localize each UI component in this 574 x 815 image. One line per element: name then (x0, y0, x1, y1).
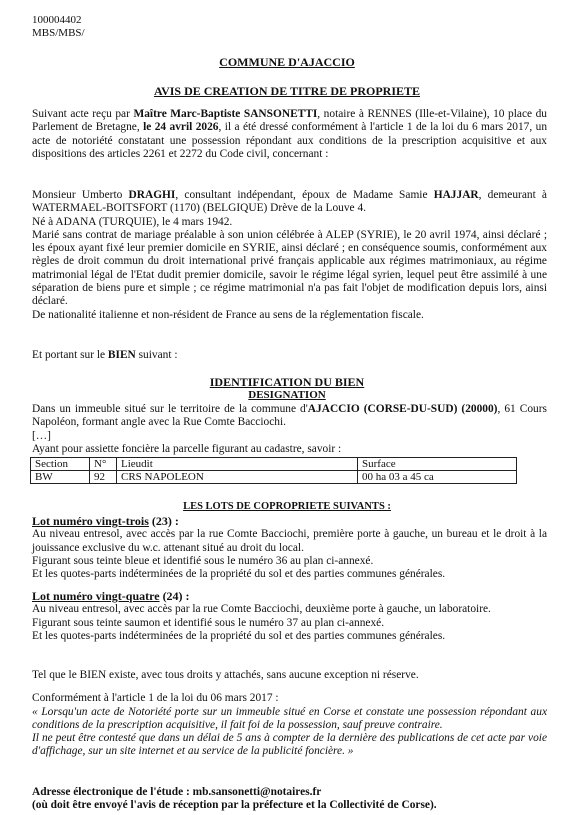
lot-24-description: Au niveau entresol, avec accès par la rue Comte Bacciochi, deuxième porte à gauche, un laboratoire. (32, 603, 491, 616)
intro-text-a: Suivant acte reçu par (32, 108, 134, 120)
legal-quote-2: Il ne peut être contesté que dans un délai de 5 ans à compter de la dernière des publications de cet acte par voie d'affichage, sur un site internet et au service de la publicité foncière. » (32, 732, 547, 758)
designation-commune: AJACCIO (CORSE-DU-SUD) (20000) (307, 403, 498, 415)
email-block (32, 786, 547, 813)
designation-text-a: Dans un immeuble situé sur le territoire de la commune d' (32, 403, 308, 415)
lot-24-number: (24) : (162, 589, 190, 603)
lot-24-quotes-parts: Et les quotes-parts indéterminées de la propriété du sol et des parties communes générales. (32, 629, 446, 642)
header-cell-surface: Surface (358, 458, 517, 471)
cadastre-data-row (31, 471, 517, 484)
person-text-c: , demeurant à WATERMAEL-BOITSFORT (1170) (BELGIQUE) Drève de la Louve 4. (32, 189, 547, 215)
bien-intro-bold: BIEN (107, 349, 136, 361)
header-cell-section: Section (31, 458, 90, 471)
closing-block (32, 669, 547, 759)
lot-23-description: Au niveau entresol, avec accès par la rue Comte Bacciochi, première porte à gauche, un bureau et le droit à la jouissance exclusive du w.c. attenant situé au droit du local. (32, 528, 547, 554)
legal-quote-1: « Lorsqu'un acte de Notoriété porte sur un immeuble situé en Corse et constate une possession répondant aux conditions de la prescription acquisitive, il fait foi de la possession, sauf preuve contraire. (32, 705, 547, 731)
reference-initials: MBS/MBS/ (32, 27, 85, 39)
spouse-surname: HAJJAR (433, 189, 479, 201)
person-text-a: Monsieur Umberto (32, 189, 129, 201)
header-cell-number: N° (90, 458, 117, 471)
header-cell-lieudit: Lieudit (117, 458, 358, 471)
ellipsis: […] (32, 429, 51, 442)
bien-intro (32, 349, 547, 362)
email-note: (où doit être envoyé l'avis de réception par la préfecture et la Collectivité de Corse). (32, 799, 437, 812)
person-block (32, 189, 547, 322)
avis-title: AVIS DE CREATION DE TITRE DE PROPRIETE (153, 84, 421, 98)
marriage-paragraph: Marié sans contrat de mariage préalable à son union célébrée à ALEP (SYRIE), le 20 avril 1974, ainsi déclaré ; les époux ayant fixé leur premier domicile en SYRIE, ainsi déclaré ; en conséquence soumis, conformément aux règles de droit commun du droit international privé français applicable aux régimes matrimoniaux, au régime matrimonial légal de l'Etat dudit premier domicile, savoir le régime légal syrien, lequel peut être assimilé à une séparation de biens pure et simple ; ce régime matrimonial n'a pas fait l'objet de modification depuis lors, ainsi déclaré. (32, 228, 547, 308)
lot-23-figure: Figurant sous teinte bleue et identifié sous le numéro 36 au plan ci-annexé. (32, 554, 374, 567)
intro-text-b: , notaire à RENNES (Ille-et-Vilaine), 10 place du Parlement de Bretagne, (32, 108, 547, 134)
email-label: Adresse électronique de l'étude : (32, 786, 193, 798)
lot-23-number: (23) : (151, 514, 179, 528)
lot-23-title: Lot numéro vingt-trois (32, 514, 149, 528)
cell-surface: 00 ha 03 a 45 ca (358, 471, 517, 484)
lot-24-block (32, 590, 547, 643)
person-text-b: , consultant indépendant, époux de Madame Samie (175, 189, 434, 201)
lot-23-quotes-parts: Et les quotes-parts indéterminées de la propriété du sol et des parties communes générales. (32, 568, 446, 581)
reference-block (32, 14, 85, 40)
commune-title: COMMUNE D'AJACCIO (219, 55, 355, 69)
cell-lieudit: CRS NAPOLEON (117, 471, 358, 484)
designation-paragraph (32, 403, 547, 456)
cell-number: 92 (90, 471, 117, 484)
notary-name: Maître Marc-Baptiste SANSONETTI (133, 108, 318, 120)
nationality-line: De nationalité italienne et non-résident de France au sens de la réglementation fiscale. (32, 308, 424, 321)
designation-text-b: , 61 Cours Napoléon, formant angle avec la Rue Comte Bacciochi. (32, 403, 547, 429)
designation-subtitle: DESIGNATION (248, 389, 326, 401)
cadastre-table (30, 457, 517, 484)
lot-24-figure: Figurant sous teinte saumon et identifié sous le numéro 37 au plan ci-annexé. (32, 616, 385, 629)
reference-number: 100004402 (32, 14, 82, 26)
lot-23-block (32, 515, 547, 581)
intro-text-c: , il a été dressé conformément à l'article 1 de la loi du 6 mars 2017, un acte de notoriété constatant une possession répondant aux conditions de la prescription acquisitive et aux dispositions des articles 2261 et 2272 du Code civil, concernant : (32, 121, 548, 160)
birth-line: Né à ADANA (TURQUIE), le 4 mars 1942. (32, 215, 233, 228)
lot-24-title: Lot numéro vingt-quatre (32, 589, 160, 603)
identification-title: IDENTIFICATION DU BIEN (209, 375, 365, 389)
conformement-line: Conformément à l'article 1 de la loi du 06 mars 2017 : (32, 692, 279, 705)
intro-paragraph (32, 108, 547, 161)
bien-intro-a: Et portant sur le (32, 349, 108, 361)
email-address[interactable]: mb.sansonetti@notaires.fr (192, 786, 322, 798)
person-surname: DRAGHI (128, 189, 176, 201)
tel-line: Tel que le BIEN existe, avec tous droits y attachés, sans aucune exception ni réserve. (32, 669, 419, 681)
cadastre-intro: Ayant pour assiette foncière la parcelle figurant au cadastre, savoir : (32, 442, 342, 455)
act-date: le 24 avril 2026 (143, 121, 219, 134)
cell-section: BW (31, 471, 90, 484)
cadastre-header-row (31, 458, 517, 471)
bien-intro-c: suivant : (135, 349, 178, 361)
lots-title: LES LOTS DE COPROPRIETE SUIVANTS : (183, 501, 391, 512)
